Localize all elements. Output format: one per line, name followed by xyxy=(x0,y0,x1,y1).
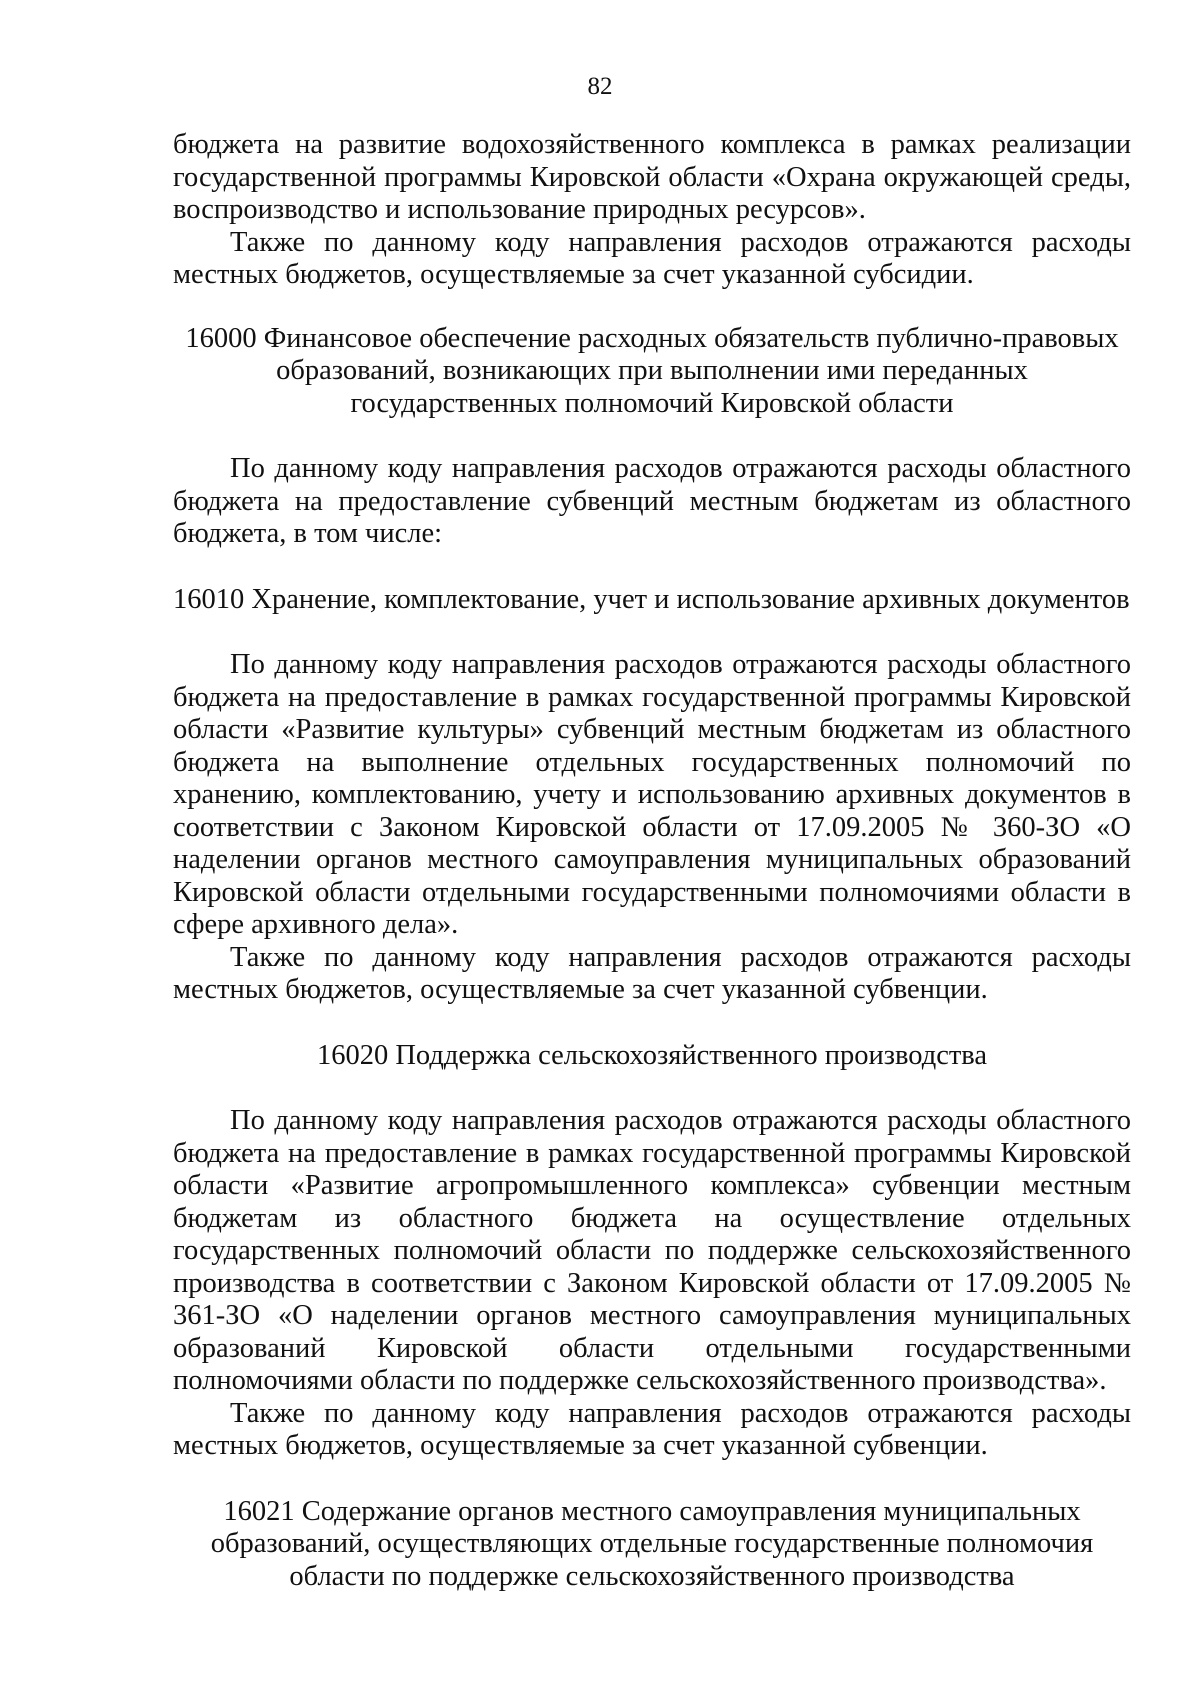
paragraph-16000-description: По данному коду направления расходов отражаются расходы областного бюджета на предоставление субвенций местным бюджетам из областного бюджета, в том числе: xyxy=(173,453,1131,549)
paragraph-16010-description: По данному коду направления расходов отражаются расходы областного бюджета на предоставление в рамках государственной программы Кировской области «Развитие культуры» субвенций местным бюджетам из областного бюджета на выполнение отдельных государственных полномочий по хранению, комплектованию, учету и использованию архивных документов в соответствии с Законом Кировской области от 17.09.2005 № 360-ЗО «О наделении органов местного самоуправления муниципальных образований Кировской области отдельными государственными полномочиями области в сфере архивного дела». xyxy=(173,649,1131,940)
section-heading-16021: 16021 Содержание органов местного самоуправления муниципальных образований, осуществляющих отдельные государственные полномочия области по поддержке сельскохозяйственного производства xyxy=(210,1495,1094,1592)
spacer xyxy=(173,292,1131,323)
paragraph-local-budgets-subsidy: Также по данному коду направления расходов отражаются расходы местных бюджетов, осуществляемые за счет указанной субсидии. xyxy=(173,226,1131,290)
spacer xyxy=(173,551,1131,584)
spacer xyxy=(173,420,1131,453)
section-heading-16010: 16010 Хранение, комплектование, учет и использование архивных документов xyxy=(173,583,1130,615)
section-heading-16000: 16000 Финансовое обеспечение расходных обязательств публично-правовых образований, возникающих при выполнении ими переданных государственных полномочий Кировской области xyxy=(185,322,1119,419)
spacer xyxy=(173,1007,1131,1040)
paragraph-local-budgets-subvention-2: Также по данному коду направления расходов отражаются расходы местных бюджетов, осуществляемые за счет указанной субвенции. xyxy=(173,1397,1131,1461)
paragraph-continuation: бюджета на развитие водохозяйственного комплекса в рамках реализации государственной программы Кировской области «Охрана окружающей среды, воспроизводство и использование природных ресурсов». xyxy=(173,129,1131,225)
section-heading-16020: 16020 Поддержка сельскохозяйственного производства xyxy=(316,1039,988,1071)
paragraph-local-budgets-subvention: Также по данному коду направления расходов отражаются расходы местных бюджетов, осуществляемые за счет указанной субвенции. xyxy=(173,941,1131,1005)
spacer xyxy=(173,1463,1131,1496)
page-number: 82 xyxy=(587,73,613,100)
spacer xyxy=(173,1072,1131,1105)
paragraph-16020-description: По данному коду направления расходов отражаются расходы областного бюджета на предоставление в рамках государственной программы Кировской области «Развитие агропромышленного комплекса» субвенции местным бюджетам из областного бюджета на осуществление отдельных государственных полномочий области по поддержке сельскохозяйственного производства в соответствии с Законом Кировской области от 17.09.2005 № 361-ЗО «О наделении органов местного самоуправления муниципальных образований Кировской области отдельными государственными полномочиями области по поддержке сельскохозяйственного производства». xyxy=(173,1105,1131,1396)
spacer xyxy=(173,616,1131,649)
document-body xyxy=(173,129,1131,1593)
